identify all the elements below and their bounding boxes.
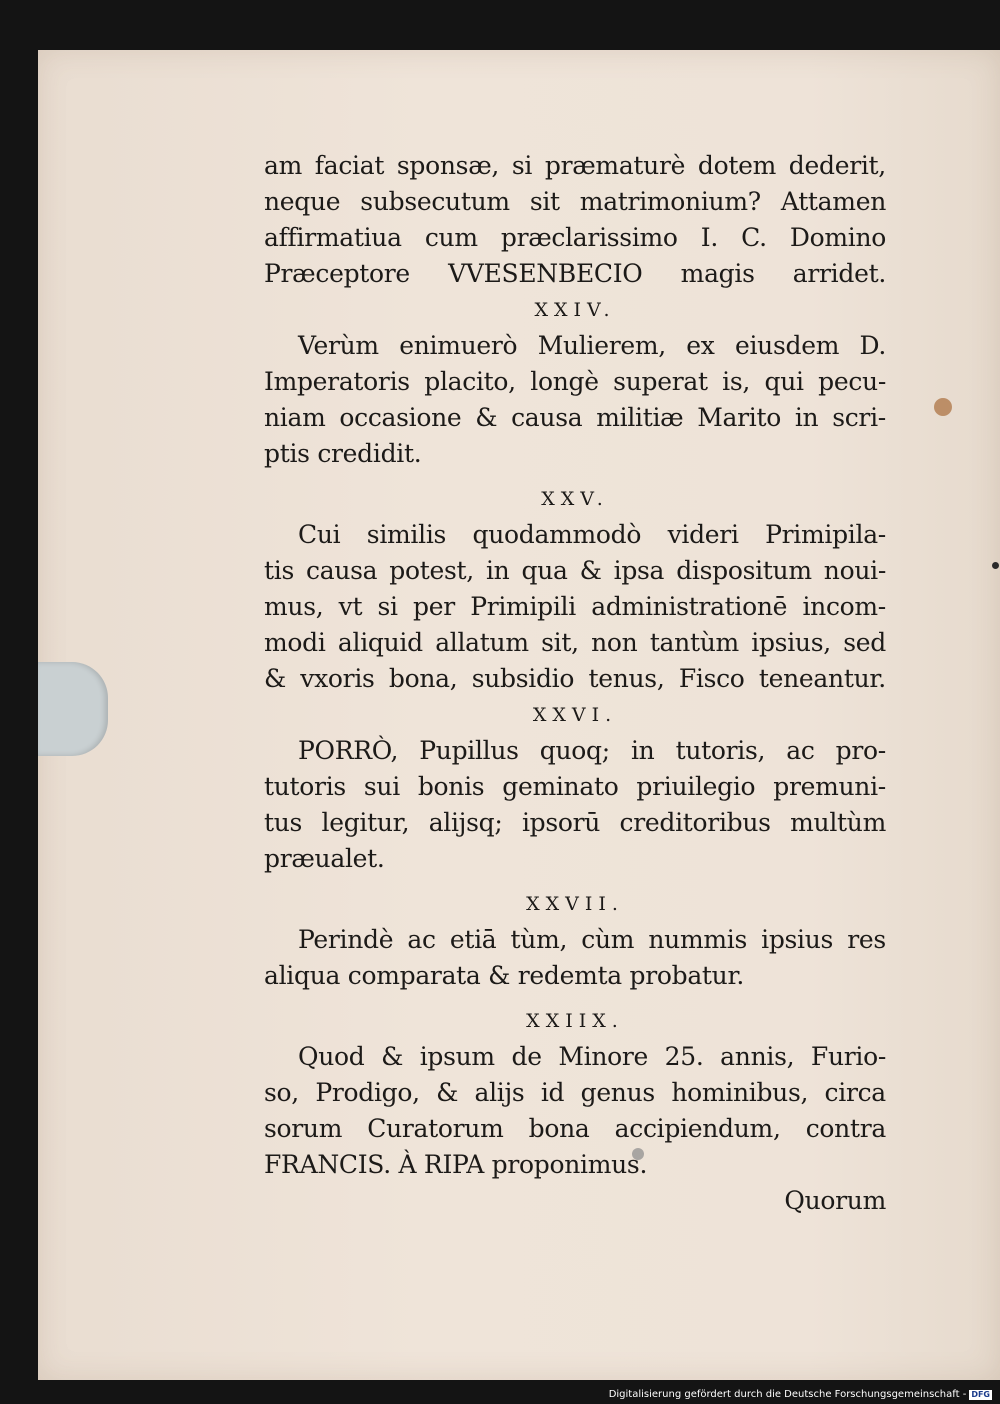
word: Cui <box>298 520 341 549</box>
word: affirmatiua <box>264 223 402 252</box>
word: Minore <box>558 1042 649 1071</box>
word: occasione <box>339 403 462 432</box>
word: Furio- <box>810 1042 886 1071</box>
word: tùm, <box>510 925 568 954</box>
word: cùm <box>581 925 635 954</box>
word: am <box>264 151 303 180</box>
word: ipsius, <box>751 628 831 657</box>
dfg-logo-icon: DFG <box>971 1389 990 1399</box>
word: Præceptore <box>264 259 410 288</box>
word: etiā <box>449 925 497 954</box>
word: tenus, <box>588 664 665 693</box>
word: is, <box>722 367 751 396</box>
word: ipsum <box>419 1042 495 1071</box>
text-line: Quorum <box>784 1186 886 1215</box>
text-line: aliqua comparata & redemta probatur. <box>264 961 745 990</box>
text-line <box>264 1039 886 1075</box>
word: legitur, <box>321 808 410 837</box>
word: qui <box>764 367 804 396</box>
word: VVESENBECIO <box>448 259 643 288</box>
text-line <box>264 625 886 661</box>
word: annis, <box>720 1042 795 1071</box>
word: circa <box>824 1078 886 1107</box>
word: Pupillus <box>419 736 519 765</box>
word: modi <box>264 628 326 657</box>
word: in <box>794 403 819 432</box>
word: scri- <box>832 403 886 432</box>
section-number: XXIV. <box>534 299 616 321</box>
word: dotem <box>697 151 777 180</box>
word: si <box>377 592 398 621</box>
word: arridet. <box>792 259 886 288</box>
paragraph-gap <box>264 877 886 886</box>
word: Verùm <box>298 331 379 360</box>
word: Prodigo, <box>315 1078 420 1107</box>
word: alijsq; <box>428 808 503 837</box>
text-line <box>264 184 886 220</box>
word: res <box>847 925 886 954</box>
word: & <box>264 664 286 693</box>
word: de <box>511 1042 542 1071</box>
word: pecu- <box>818 367 886 396</box>
word: noui- <box>823 556 886 585</box>
word: pro- <box>835 736 886 765</box>
word: & <box>436 1078 459 1107</box>
word: Primipili <box>470 592 576 621</box>
text-line <box>264 733 886 769</box>
word: & <box>579 556 602 585</box>
text-line <box>264 553 886 589</box>
word: Domino <box>789 223 886 252</box>
word: tus <box>264 808 303 837</box>
word: Imperatoris <box>264 367 410 396</box>
text-line <box>264 517 886 553</box>
text-line <box>264 220 886 256</box>
word: ac <box>786 736 815 765</box>
text-line <box>264 256 886 292</box>
page-text <box>264 148 886 1219</box>
word: tutoris <box>264 772 346 801</box>
word: allatum <box>435 628 529 657</box>
word: tutoris, <box>675 736 766 765</box>
word: D. <box>859 331 886 360</box>
word: militiæ <box>596 403 684 432</box>
footer-credit <box>609 1389 992 1400</box>
text-line <box>264 328 886 364</box>
word: enimuerò <box>399 331 518 360</box>
section-number: XXIIX. <box>526 1010 624 1032</box>
word: vt <box>338 592 363 621</box>
word: niam <box>264 403 326 432</box>
word: ipsa <box>613 556 665 585</box>
section-number: XXVII. <box>526 893 624 915</box>
word: sit <box>529 187 560 216</box>
text-line <box>264 364 886 400</box>
word: ipsorū <box>521 808 601 837</box>
word: magis <box>680 259 755 288</box>
word: similis <box>366 520 447 549</box>
word: tantùm <box>649 628 739 657</box>
word: & <box>475 403 498 432</box>
word: in <box>485 556 510 585</box>
word: quoq; <box>539 736 610 765</box>
section-number: XXV. <box>541 488 609 510</box>
word: videri <box>667 520 739 549</box>
text-line <box>264 1075 886 1111</box>
word: teneantur. <box>758 664 886 693</box>
word: Mulierem, <box>537 331 666 360</box>
word: id <box>540 1078 565 1107</box>
word: bonis <box>417 772 485 801</box>
word: mus, <box>264 592 324 621</box>
word: matrimonium? <box>579 187 761 216</box>
text-line <box>264 400 886 436</box>
word: qua <box>521 556 568 585</box>
word: subsidio <box>471 664 575 693</box>
footer-text: Digitalisierung gefördert durch die Deutsche Forschungsgemeinschaft - <box>608 1389 967 1400</box>
word: causa <box>306 556 378 585</box>
word: bona, <box>388 664 458 693</box>
word: non <box>591 628 638 657</box>
word: si <box>511 151 533 180</box>
word: aliquid <box>337 628 423 657</box>
word: contra <box>805 1114 886 1143</box>
paragraph-gap <box>264 994 886 1003</box>
word: ex <box>686 331 715 360</box>
word: ac <box>407 925 436 954</box>
word: faciat <box>314 151 385 180</box>
text-line: præualet. <box>264 844 385 873</box>
word: hominibus, <box>671 1078 809 1107</box>
word: I. <box>700 223 719 252</box>
ink-dot <box>992 562 999 569</box>
word: eiusdem <box>734 331 840 360</box>
word: ipsius <box>761 925 834 954</box>
word: Primipila- <box>765 520 886 549</box>
word: sit, <box>541 628 579 657</box>
word: sed <box>843 628 886 657</box>
word: sui <box>363 772 400 801</box>
word: genus <box>580 1078 655 1107</box>
word: per <box>413 592 455 621</box>
word: so, <box>264 1078 299 1107</box>
word: incom- <box>802 592 886 621</box>
word: Attamen <box>780 187 886 216</box>
text-line <box>264 661 886 697</box>
word: superat <box>613 367 708 396</box>
word: PORRÒ, <box>298 736 399 765</box>
text-line: FRANCIS. À RIPA proponimus. <box>264 1150 648 1179</box>
word: præclarissimo <box>500 223 678 252</box>
word: premuni- <box>773 772 886 801</box>
word: Quod <box>298 1042 365 1071</box>
word: bona <box>528 1114 590 1143</box>
word: præmaturè <box>544 151 686 180</box>
page-tab-marker <box>38 662 108 756</box>
text-line <box>264 922 886 958</box>
word: causa <box>511 403 583 432</box>
text-line <box>264 769 886 805</box>
word: in <box>630 736 655 765</box>
text-line <box>264 589 886 625</box>
text-line <box>264 805 886 841</box>
word: Perindè <box>298 925 394 954</box>
word: subsecutum <box>360 187 510 216</box>
word: nummis <box>648 925 747 954</box>
word: potest, <box>389 556 474 585</box>
word: longè <box>530 367 599 396</box>
word: sorum <box>264 1114 343 1143</box>
word: & <box>381 1042 404 1071</box>
word: Curatorum <box>367 1114 504 1143</box>
word: priuilegio <box>636 772 756 801</box>
text-line <box>264 1111 886 1147</box>
word: dederit, <box>788 151 886 180</box>
word: Fisco <box>678 664 745 693</box>
word: creditoribus <box>619 808 771 837</box>
text-line <box>264 148 886 184</box>
word: dispositum <box>676 556 812 585</box>
word: accipiendum, <box>614 1114 781 1143</box>
word: 25. <box>664 1042 704 1071</box>
word: neque <box>264 187 341 216</box>
word: C. <box>741 223 767 252</box>
word: quodammodò <box>472 520 642 549</box>
word: multùm <box>790 808 886 837</box>
word: geminato <box>502 772 619 801</box>
word: placito, <box>424 367 516 396</box>
word: cum <box>424 223 478 252</box>
text-line: ptis credidit. <box>264 439 422 468</box>
word: vxoris <box>300 664 375 693</box>
word: alijs <box>474 1078 525 1107</box>
section-number: XXVI. <box>532 704 618 726</box>
word: administrationē <box>591 592 788 621</box>
word: tis <box>264 556 294 585</box>
word: sponsæ, <box>396 151 500 180</box>
stain-mark <box>934 398 952 416</box>
word: Marito <box>697 403 781 432</box>
paragraph-gap <box>264 472 886 481</box>
